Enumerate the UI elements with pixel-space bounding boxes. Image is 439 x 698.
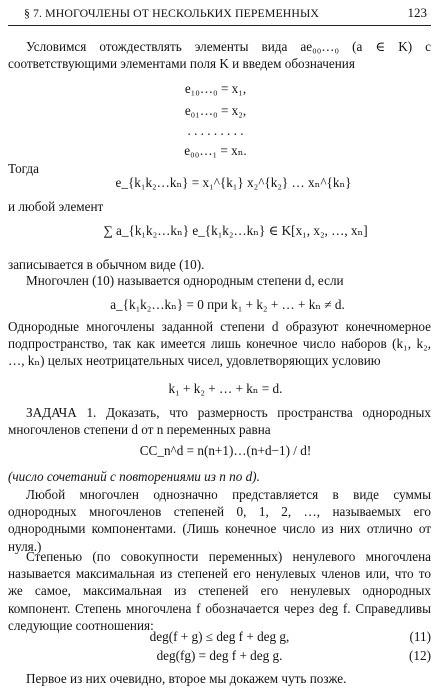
page-number: 123 xyxy=(407,5,427,20)
def-line-1: e₁₀…₀ = x₁, xyxy=(184,81,247,96)
def-line-2: e₀₁…₀ = x₂, xyxy=(184,103,247,118)
header-title: § 7. МНОГОЧЛЕНЫ ОТ НЕСКОЛЬКИХ ПЕРЕМЕННЫХ xyxy=(24,6,319,20)
equation-sum-k: k₁ + k₂ + … + kₙ = d. xyxy=(168,381,283,396)
equation-homogeneous: a_{k₁k₂…kₙ} = 0 при k₁ + k₂ + … + kₙ ≠ d. xyxy=(110,297,345,312)
running-header xyxy=(8,4,431,24)
paragraph-final: Первое из них очевидно, второе мы докажем чуть позже. xyxy=(26,671,347,686)
paragraph-homogeneous: Многочлен (10) называется однородным степени d, если xyxy=(26,273,344,288)
equation-combinations: CC_n^d = n(n+1)…(n+d−1) / d! xyxy=(139,443,312,458)
equation-sum: ∑ a_{k₁k₂…kₙ} e_{k₁k₂…kₙ} ∈ K[x₁, x₂, …, xₙ] xyxy=(103,223,368,238)
equation-monomial: e_{k₁k₂…kₙ} = x₁^{k₁} x₂^{k₂} … xₙ^{kₙ} xyxy=(115,175,352,190)
written-usual-line: записывается в обычном виде (10). xyxy=(8,257,205,272)
any-element-label: и любой элемент xyxy=(8,199,104,214)
header-rule xyxy=(8,25,431,26)
equation-12-number: (12) xyxy=(409,648,431,663)
equation-11: deg(f + g) ≤ deg f + deg g, xyxy=(149,629,290,644)
paragraph-identify-text: Условимся отождествлять элементы вида ae₀₀…₀ (a ∈ K) с соответствующими элементами поля K и введем обозначения xyxy=(8,39,431,72)
def-line-3: . . . . . . . . . xyxy=(187,123,244,138)
def-line-4: e₀₀…₁ = xₙ. xyxy=(184,143,247,158)
paragraph-degree-definition: Степенью (по совокупности переменных) ненулевого многочлена называется максимальная из степеней его ненулевых членов или, что то же самое, максимальная из степеней его ненулевых однородных компонент. Степень многочлена f обозначается через deg f. Справедливы следующие соотношения: xyxy=(8,549,431,633)
equation-11-number: (11) xyxy=(409,629,431,644)
paragraph-identify-elements xyxy=(8,38,431,72)
paragraph-subspace: Однородные многочлены заданной степени d образуют конечномерное подпространство, так как имеется лишь конечное число наборов (k₁, k₂, …, kₙ) целых неотрицательных чисел, удовлетворяющих условию xyxy=(8,319,431,369)
combinations-note: (число сочетаний с повторениями из n по d). xyxy=(8,469,260,484)
task-1: ЗАДАЧА 1. Доказать, что размерность пространства однородных многочленов степени d от n переменных равна xyxy=(8,405,431,438)
paragraph-unique-representation: Любой многочлен однозначно представляется в виде суммы однородных многочленов степеней 0, 1, 2, …, называемых его однородными компонентами. (Лишь конечное число из них отлично от нуля.) xyxy=(8,487,431,554)
then-label: Тогда xyxy=(8,161,39,176)
equation-12: deg(fg) = deg f + deg g. xyxy=(156,648,283,663)
